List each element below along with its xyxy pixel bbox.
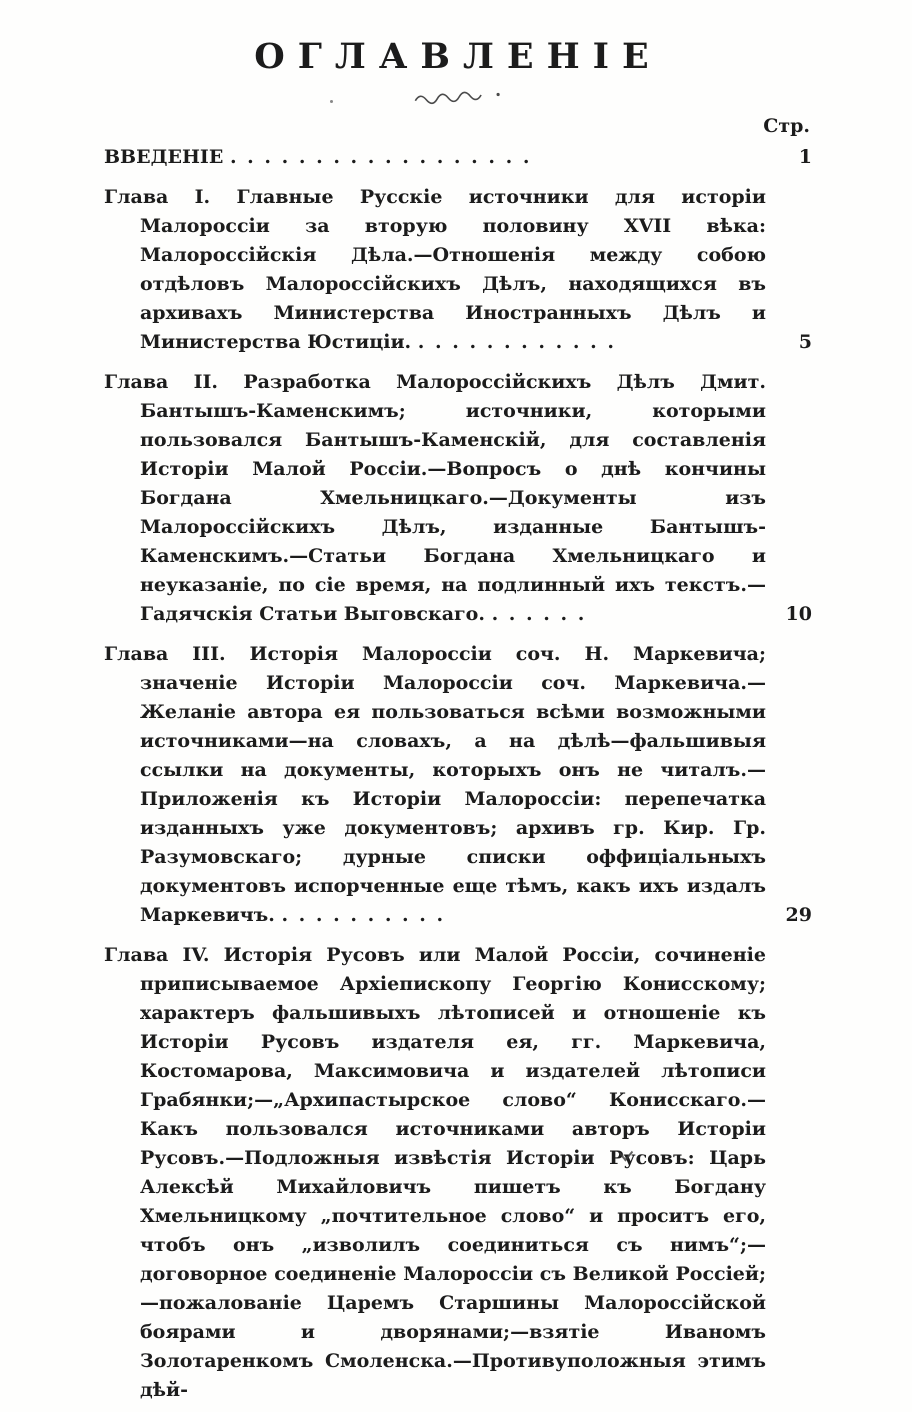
entry-heading: ВВЕДЕНІЕ [104, 146, 224, 168]
toc-entry-chapter-1 [104, 183, 812, 357]
entry-heading: Глава I. [104, 186, 211, 208]
entry-text: Главные Русскіе источники для исторіи Малороссіи за вторую половину XVII вѣка: Малороссійскія Дѣла.—Отношенія между собою отдѣловъ Малороссійскихъ Дѣлъ, находящихся въ архивахъ Министерства Иностранныхъ Дѣлъ и Министерства Юстиціи. [140, 186, 766, 353]
toc-entry-chapter-4 [104, 941, 812, 1405]
toc-entry-introduction [104, 143, 812, 172]
page-column-header: Стр. [763, 115, 810, 137]
dot-leader: . . . . . . . . . . [281, 904, 446, 926]
dot-leader: . . . . . . [491, 603, 587, 625]
entry-text: Исторія Малороссіи соч. Н. Маркевича; значеніе Исторіи Малороссіи соч. Маркевича.—Желаніе автора ея пользоваться всѣми возможными источниками—на словахъ, а на дѣлѣ—фальшивыя ссылки на документы, которыхъ онъ не читалъ.—Приложенія къ Исторіи Малороссіи: перепечатка изданныхъ уже документовъ; архивъ гр. Кир. Гр. Разумовскаго; дурные списки оффиціальныхъ документовъ испорченные еще тѣмъ, какъ ихъ издалъ Маркевичъ. [140, 643, 766, 926]
decorative-flourish [104, 87, 812, 113]
entry-page-number: 5 [798, 331, 812, 353]
entry-page-number: 29 [785, 904, 812, 926]
wavy-line-icon [411, 83, 504, 107]
entry-text: Исторія Русовъ или Малой Россіи, сочиненіе приписываемое Архіепископу Георгію Конисскому; характеръ фальшивыхъ лѣтописей и отношеніе къ Исторіи Русовъ издателя ея, гг. Маркевича, Костомарова, Максимовича и издателей лѣтописи Грабянки;—„Архипастырское слово“ Конисскаго.—Какъ пользовался источниками авторъ Исторіи Русовъ.—Подложныя извѣстія Исторіи Русовъ: Царь Алексѣй Михайловичъ пишетъ къ Богдану Хмельницкому „почтительное слово“ и проситъ его, чтобъ онъ „изволилъ соединиться съ нимъ“;—договорное соединеніе Малороссіи съ Великой Россіей;—пожалованіе Царемъ Старшины Малороссійской боярами и дворянами;—взятіе Иваномъ Золотаренкомъ Смоленска.—Противуположныя этимъ дѣй- [140, 944, 766, 1401]
entry-heading: Глава IV. [104, 944, 210, 966]
entry-text: Разработка Малороссійскихъ Дѣлъ Дмит. Бантышъ-Каменскимъ; источники, которыми пользовался Бантышъ-Каменскій, для составленія Исторіи Малой Россіи.—Вопросъ о днѣ кончины Богдана Хмельницкаго.—Документы изъ Малороссійскихъ Дѣлъ, изданные Бантышъ-Каменскимъ.—Статьи Богдана Хмельницкаго и неуказаніе, по сіе время, на подлинный ихъ текстъ.—Гадячскія Статьи Выговскаго. [140, 371, 766, 625]
entry-page-number: 10 [785, 603, 812, 625]
dot-leader: . . . . . . . . . . . . [417, 331, 616, 353]
scan-dot-artifact [330, 100, 333, 103]
dot-leader: . . . . . . . . . . . . . . . . . . [229, 146, 532, 168]
toc-entry-chapter-2 [104, 368, 812, 629]
page-title: ОГЛАВЛЕНІЕ [254, 36, 662, 77]
entry-heading: Глава III. [104, 643, 226, 665]
entry-page-number: 1 [798, 146, 812, 168]
toc-entry-chapter-3 [104, 640, 812, 930]
entry-heading: Глава II. [104, 371, 219, 393]
